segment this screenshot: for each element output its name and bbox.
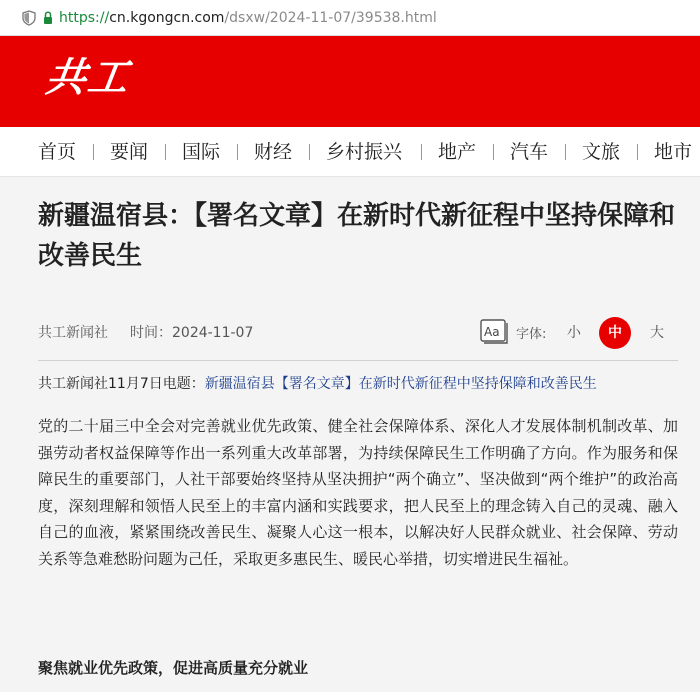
font-medium-button[interactable]: 中	[599, 317, 631, 349]
font-size-control	[480, 317, 680, 349]
nav-item-international[interactable]: 国际	[182, 141, 221, 163]
nav-separator	[493, 144, 494, 160]
browser-address-bar[interactable]	[0, 0, 700, 36]
nav-separator	[93, 144, 94, 160]
font-small-button[interactable]: 小	[567, 325, 581, 341]
nav-item-culture-travel[interactable]: 文旅	[582, 141, 621, 163]
publish-date: 2024-11-07	[172, 325, 254, 341]
nav-item-realestate[interactable]: 地产	[438, 141, 477, 163]
main-nav	[0, 127, 700, 177]
article-lead	[38, 373, 688, 395]
nav-item-auto[interactable]: 汽车	[510, 141, 549, 163]
shield-icon[interactable]	[22, 10, 36, 26]
nav-item-rural[interactable]: 乡村振兴	[326, 141, 403, 163]
url-path: /dsxw/2024-11-07/39538.html	[224, 10, 437, 26]
article-paragraph: 党的二十届三中全会对完善就业优先政策、健全社会保障体系、深化人才发展体制机制改革、加强劳动者权益保障等作出一系列重大改革部署，为持续保障民生工作明确了方向。作为服务和保障民生的重要部门，人社干部要始终坚持从坚决拥护“两个确立”、坚决做到“两个维护”的政治高度，深刻理解和领悟人民至上的丰富内涵和实践要求，把人民至上的理念铸入自己的灵魂、融入自己的血液，紧紧围绕改善民生、凝聚人心这一根本，以解决好人民群众就业、社会保障、劳动关系等急难愁盼问题为己任，采取更多惠民生、暖民心举措，切实增进民生福祉。	[38, 417, 678, 568]
nav-item-home[interactable]: 首页	[38, 141, 77, 163]
divider	[38, 360, 678, 361]
nav-separator	[565, 144, 566, 160]
nav-item-news[interactable]: 要闻	[110, 141, 149, 163]
font-large-button[interactable]: 大	[650, 325, 664, 341]
article-meta	[38, 322, 253, 344]
url-text[interactable]	[59, 8, 437, 28]
nav-separator	[309, 144, 310, 160]
url-host: cn.kgongcn.com	[109, 10, 225, 26]
nav-separator	[637, 144, 638, 160]
nav-item-finance[interactable]: 财经	[254, 141, 293, 163]
nav-separator	[237, 144, 238, 160]
article-title: 新疆温宿县：【署名文章】在新时代新征程中坚持保障和改善民生	[38, 201, 676, 271]
lead-link[interactable]: 新疆温宿县【署名文章】在新时代新征程中坚持保障和改善民生	[204, 376, 597, 392]
site-banner	[0, 36, 700, 127]
svg-text:Aa: Aa	[484, 325, 500, 339]
url-scheme: https://	[59, 10, 110, 26]
time-label: 时间：	[130, 325, 172, 341]
font-size-label: 字体:	[516, 327, 547, 342]
nav-item-cities[interactable]: 地市	[654, 141, 693, 163]
site-logo[interactable]: 共工	[42, 54, 134, 101]
lead-prefix: 共工新闻社11月7日电题：	[38, 376, 205, 392]
lock-icon	[43, 11, 53, 25]
article-subheading: 聚焦就业优先政策，促进高质量充分就业	[38, 659, 309, 677]
nav-separator	[165, 144, 166, 160]
font-size-icon	[480, 319, 508, 345]
nav-separator	[421, 144, 422, 160]
article-source: 共工新闻社	[38, 325, 108, 341]
